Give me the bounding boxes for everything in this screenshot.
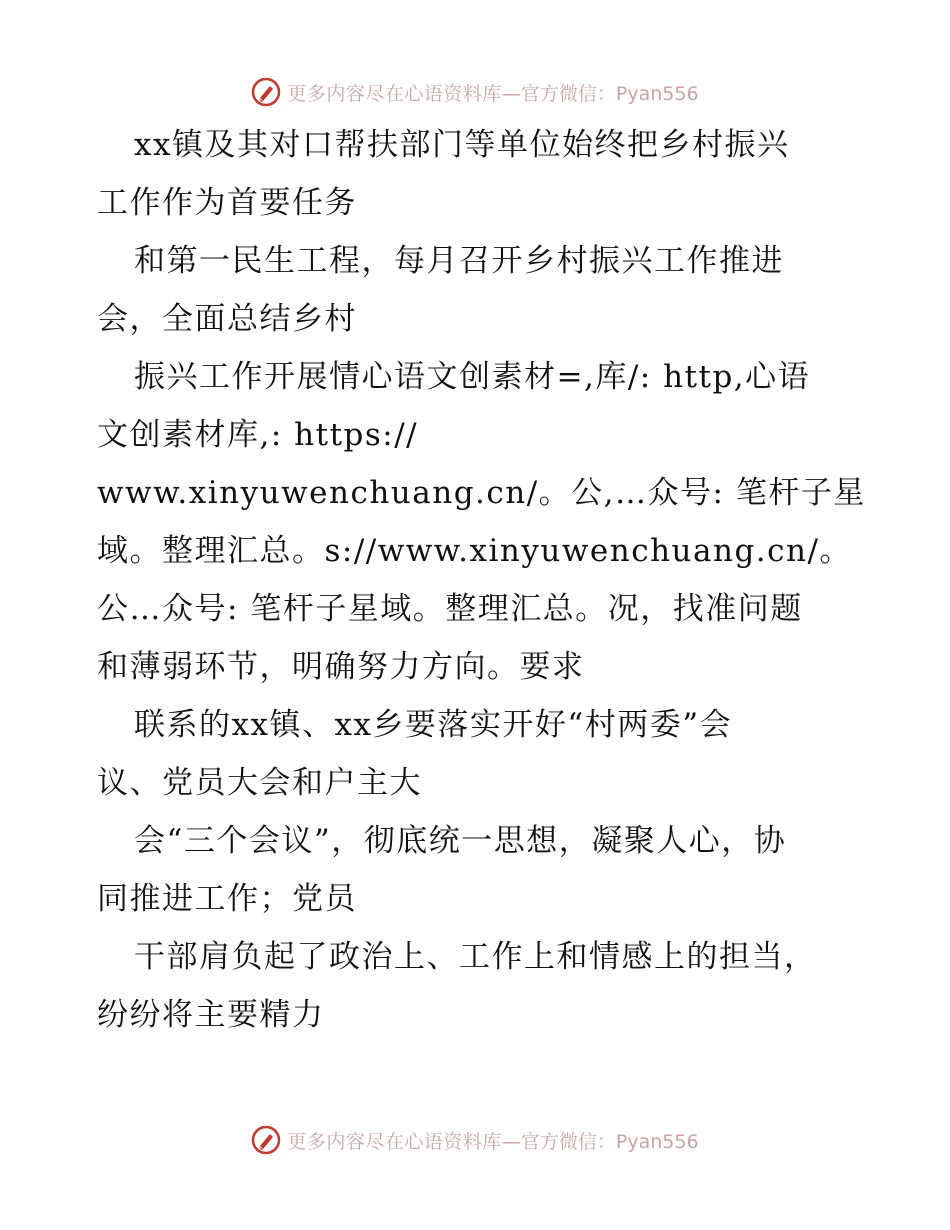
- body-line: 会，全面总结乡村: [97, 301, 357, 337]
- body-line: 公…众号: 笔杆子星域。整理汇总。况，找准问题: [97, 591, 803, 627]
- footer-banner: [0, 1120, 950, 1160]
- body-line: 文创素材库,: https://: [97, 417, 419, 453]
- body-line: 域。整理汇总。s://www.xinyuwenchuang.cn/。: [97, 533, 852, 569]
- body-line: 议、党员大会和户主大: [97, 765, 422, 801]
- body-line: 干部肩负起了政治上、工作上和情感上的担当，: [134, 939, 817, 975]
- footer-brand-text: 更多内容尽在心语资料库: [287, 1130, 502, 1153]
- body-line: 工作作为首要任务: [97, 185, 357, 221]
- header-brand-text: 更多内容尽在心语资料库: [287, 82, 502, 105]
- body-line: 联系的xx镇、xx乡要落实开好“村两委”会: [134, 707, 733, 743]
- body-line: 会“三个会议”，彻底统一思想，凝聚人心，协: [134, 823, 787, 859]
- body-line: xx镇及其对口帮扶部门等单位始终把乡村振兴: [134, 127, 790, 163]
- body-line: 同推进工作；党员: [97, 881, 357, 917]
- body-line: 振兴工作开展情心语文创素材=,库/: http,心语: [134, 359, 811, 395]
- header-contact-text: —官方微信：Pyan556: [501, 82, 699, 105]
- body-line: 和薄弱环节，明确努力方向。要求: [97, 649, 585, 685]
- document-body: [97, 116, 866, 1044]
- body-line: www.xinyuwenchuang.cn/。公,…众号: 笔杆子星: [97, 475, 866, 511]
- pen-logo-icon: [251, 1125, 281, 1155]
- body-line: 和第一民生工程，每月召开乡村振兴工作推进: [134, 243, 784, 279]
- footer-contact-text: —官方微信：Pyan556: [501, 1130, 699, 1153]
- body-line: 纷纷将主要精力: [97, 997, 325, 1033]
- pen-logo-icon: [251, 77, 281, 107]
- header-banner: [0, 72, 950, 112]
